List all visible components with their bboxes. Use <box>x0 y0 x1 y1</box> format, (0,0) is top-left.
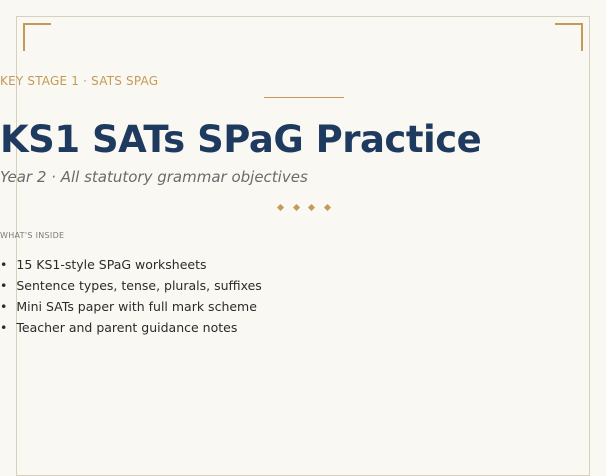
bullet-icon: • <box>0 278 8 293</box>
diamond-divider <box>278 204 330 212</box>
bullet-icon: • <box>0 320 8 335</box>
page-subtitle: Year 2 · All statutory grammar objectives <box>0 168 308 186</box>
list-item-text: Sentence types, tense, plurals, suffixes <box>16 278 262 293</box>
list-item-text: Mini SATs paper with full mark scheme <box>16 299 257 314</box>
list-item <box>0 275 606 296</box>
diamond-icon <box>308 204 315 211</box>
list-item-text: Teacher and parent guidance notes <box>16 320 238 335</box>
diamond-icon <box>324 204 331 211</box>
eyebrow-label: KEY STAGE 1 · SATS SPAG <box>0 74 159 88</box>
contents-list <box>0 254 606 338</box>
corner-ornament-top-left <box>23 23 51 51</box>
list-item-text: 15 KS1-style SPaG worksheets <box>16 257 207 272</box>
list-item <box>0 254 606 275</box>
section-label: WHAT'S INSIDE <box>0 231 65 240</box>
page-title: KS1 SATs SPaG Practice <box>0 118 482 161</box>
bullet-icon: • <box>0 299 8 314</box>
diamond-icon <box>277 204 284 211</box>
list-item <box>0 317 606 338</box>
corner-ornament-top-right <box>555 23 583 51</box>
diamond-icon <box>293 204 300 211</box>
eyebrow-divider <box>264 97 344 98</box>
list-item <box>0 296 606 317</box>
bullet-icon: • <box>0 257 8 272</box>
